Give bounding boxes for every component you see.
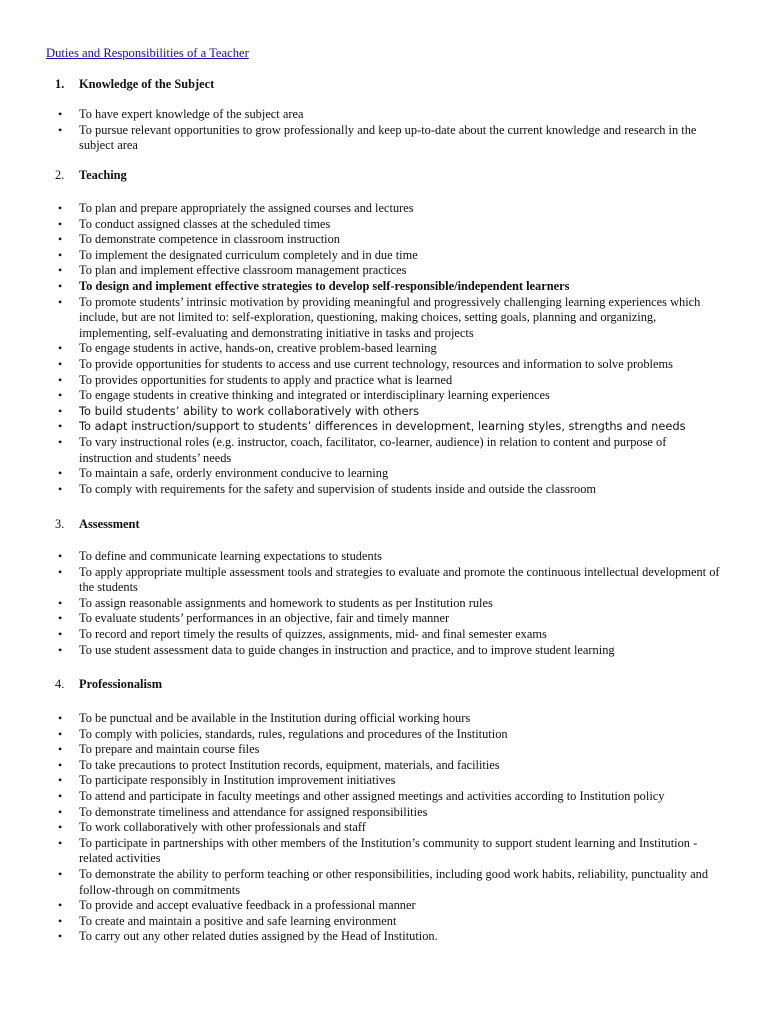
list-item (0, 898, 768, 914)
list-item (0, 773, 768, 789)
list-item (0, 263, 768, 279)
bullet: • (58, 726, 63, 741)
bullet: • (58, 898, 63, 913)
bullet: • (58, 294, 63, 309)
list-item-text: To record and report timely the results of quizzes, assignments, mid- and final semester exams (79, 626, 547, 641)
list-item-text: To create and maintain a positive and safe learning environment (79, 913, 397, 928)
bullet: • (58, 247, 63, 262)
list-item-text: To implement the designated curriculum completely and in due time (79, 247, 418, 262)
list-item (0, 248, 768, 264)
section-list-assessment (0, 549, 768, 658)
list-item (0, 279, 768, 295)
section-list-knowledge (0, 107, 768, 154)
list-item-text: To apply appropriate multiple assessment tools and strategies to evaluate and promote the continuous intellectual development of the students (79, 564, 720, 595)
list-item-text: To build students’ ability to work collaboratively with others (79, 403, 420, 418)
list-item (0, 914, 768, 930)
list-item (0, 232, 768, 248)
bullet: • (58, 711, 63, 725)
list-item-text: To engage students in creative thinking and integrated or interdisciplinary learning experiences (79, 388, 550, 403)
bullet: • (58, 866, 63, 881)
section-number: 3. (55, 517, 65, 531)
list-item-text: To provide and accept evaluative feedback in a professional manner (79, 898, 416, 913)
bullet: • (58, 929, 63, 944)
list-item-text: To conduct assigned classes at the scheduled times (79, 216, 331, 231)
bullet: • (58, 820, 63, 835)
list-item-text: To demonstrate timeliness and attendance for assigned responsibilities (79, 804, 428, 819)
list-item (0, 867, 768, 898)
list-item (0, 357, 768, 373)
document-title-link[interactable]: Duties and Responsibilities of a Teacher (46, 46, 249, 60)
list-item (0, 820, 768, 836)
section-heading-knowledge (55, 77, 214, 93)
list-item (0, 836, 768, 867)
section-title: Assessment (79, 517, 140, 531)
bullet: • (58, 403, 63, 418)
list-item-text: To promote students’ intrinsic motivation by providing meaningful and progressively challenging learning experiences which include, but are not limited to: self-exploration, questioning, making choices, setting goals, planning and organizing, implementing, self-evaluating and demonstrating initiative in tasks and projects (79, 294, 701, 340)
bullet: • (58, 434, 63, 449)
list-item (0, 123, 768, 154)
bullet: • (58, 216, 63, 231)
bullet: • (58, 201, 63, 215)
list-item (0, 217, 768, 233)
bullet: • (58, 107, 63, 121)
bullet: • (58, 611, 63, 626)
list-item-text: To pursue relevant opportunities to grow professionally and keep up-to-date about the current knowledge and research in the subject area (79, 122, 697, 153)
list-item (0, 727, 768, 743)
list-item (0, 565, 768, 596)
list-item-text: To plan and implement effective classroom management practices (79, 263, 407, 278)
list-item (0, 435, 768, 466)
list-item-text: To maintain a safe, orderly environment conducive to learning (79, 466, 389, 481)
bullet: • (58, 263, 63, 278)
bullet: • (58, 788, 63, 803)
list-item (0, 929, 768, 945)
section-list-professionalism (0, 711, 768, 945)
list-item-text: To assign reasonable assignments and homework to students as per Institution rules (79, 595, 493, 610)
list-item-text: To demonstrate competence in classroom instruction (79, 232, 340, 247)
list-item (0, 482, 768, 498)
list-item-text: To plan and prepare appropriately the assigned courses and lectures (79, 201, 414, 215)
list-item-text: To comply with requirements for the safety and supervision of students inside and outside the classroom (79, 481, 597, 496)
bullet: • (58, 356, 63, 371)
list-item (0, 466, 768, 482)
bullet: • (58, 642, 63, 657)
list-item (0, 107, 768, 123)
bullet: • (58, 122, 63, 137)
list-item (0, 419, 768, 435)
section-list-teaching (0, 201, 768, 497)
bullet: • (58, 481, 63, 496)
list-item-text: To demonstrate the ability to perform teaching or other responsibilities, including good work habits, reliability, punctuality and follow-through on commitments (79, 866, 709, 897)
bullet: • (58, 595, 63, 610)
list-item (0, 388, 768, 404)
list-item-text: To prepare and maintain course files (79, 742, 260, 757)
bullet: • (58, 388, 63, 403)
list-item-text: To provides opportunities for students to apply and practice what is learned (79, 372, 453, 387)
bullet: • (58, 913, 63, 928)
section-number: 2. (55, 168, 65, 182)
list-item-text: To take precautions to protect Institution records, equipment, materials, and facilities (79, 757, 500, 772)
list-item-text: To evaluate students’ performances in an objective, fair and timely manner (79, 611, 450, 626)
list-item-text: To design and implement effective strategies to develop self-responsible/independent learners (79, 278, 570, 293)
section-number: 1. (55, 77, 65, 91)
list-item (0, 789, 768, 805)
section-title: Knowledge of the Subject (79, 77, 215, 91)
bullet: • (58, 742, 63, 757)
bullet: • (58, 278, 63, 293)
section-heading-teaching (55, 168, 127, 184)
list-item (0, 643, 768, 659)
bullet: • (58, 419, 63, 434)
bullet: • (58, 835, 63, 850)
list-item-text: To attend and participate in faculty meetings and other assigned meetings and activities according to Institution policy (79, 788, 665, 803)
section-heading-assessment (55, 517, 140, 533)
list-item (0, 549, 768, 565)
bullet: • (58, 564, 63, 579)
list-item-text: To participate in partnerships with other members of the Institution’s community to support student learning and Institution - related activities (79, 835, 698, 866)
list-item-text: To provide opportunities for students to access and use current technology, resources and information to solve problems (79, 356, 673, 371)
bullet: • (58, 626, 63, 641)
list-item-text: To vary instructional roles (e.g. instructor, coach, facilitator, co-learner, audience) in relation to content and purpose of instruction and students’ needs (79, 434, 667, 465)
section-title: Professionalism (79, 677, 163, 691)
list-item (0, 373, 768, 389)
list-item (0, 295, 768, 342)
list-item (0, 341, 768, 357)
section-title: Teaching (79, 168, 127, 182)
bullet: • (58, 232, 63, 247)
list-item-text: To be punctual and be available in the Institution during official working hours (79, 711, 471, 725)
list-item-text: To adapt instruction/support to students’ differences in development, learning styles, strengths and needs (79, 419, 686, 434)
bullet: • (58, 549, 63, 563)
section-heading-professionalism (55, 677, 162, 693)
list-item (0, 596, 768, 612)
section-number: 4. (55, 677, 65, 691)
list-item (0, 805, 768, 821)
bullet: • (58, 757, 63, 772)
list-item-text: To define and communicate learning expectations to students (79, 549, 382, 563)
list-item (0, 711, 768, 727)
bullet: • (58, 804, 63, 819)
list-item (0, 742, 768, 758)
list-item-text: To comply with policies, standards, rules, regulations and procedures of the Institution (79, 726, 508, 741)
bullet: • (58, 466, 63, 481)
list-item-text: To have expert knowledge of the subject area (79, 107, 304, 121)
bullet: • (58, 372, 63, 387)
list-item (0, 201, 768, 217)
list-item-text: To participate responsibly in Institution improvement initiatives (79, 773, 396, 788)
list-item-text: To use student assessment data to guide changes in instruction and practice, and to improve student learning (79, 642, 615, 657)
list-item (0, 404, 768, 420)
bullet: • (58, 341, 63, 356)
list-item (0, 611, 768, 627)
bullet: • (58, 773, 63, 788)
list-item-text: To carry out any other related duties assigned by the Head of Institution. (79, 929, 438, 944)
list-item (0, 758, 768, 774)
list-item-text: To engage students in active, hands-on, creative problem-based learning (79, 341, 437, 356)
list-item-text: To work collaboratively with other professionals and staff (79, 820, 366, 835)
list-item (0, 627, 768, 643)
